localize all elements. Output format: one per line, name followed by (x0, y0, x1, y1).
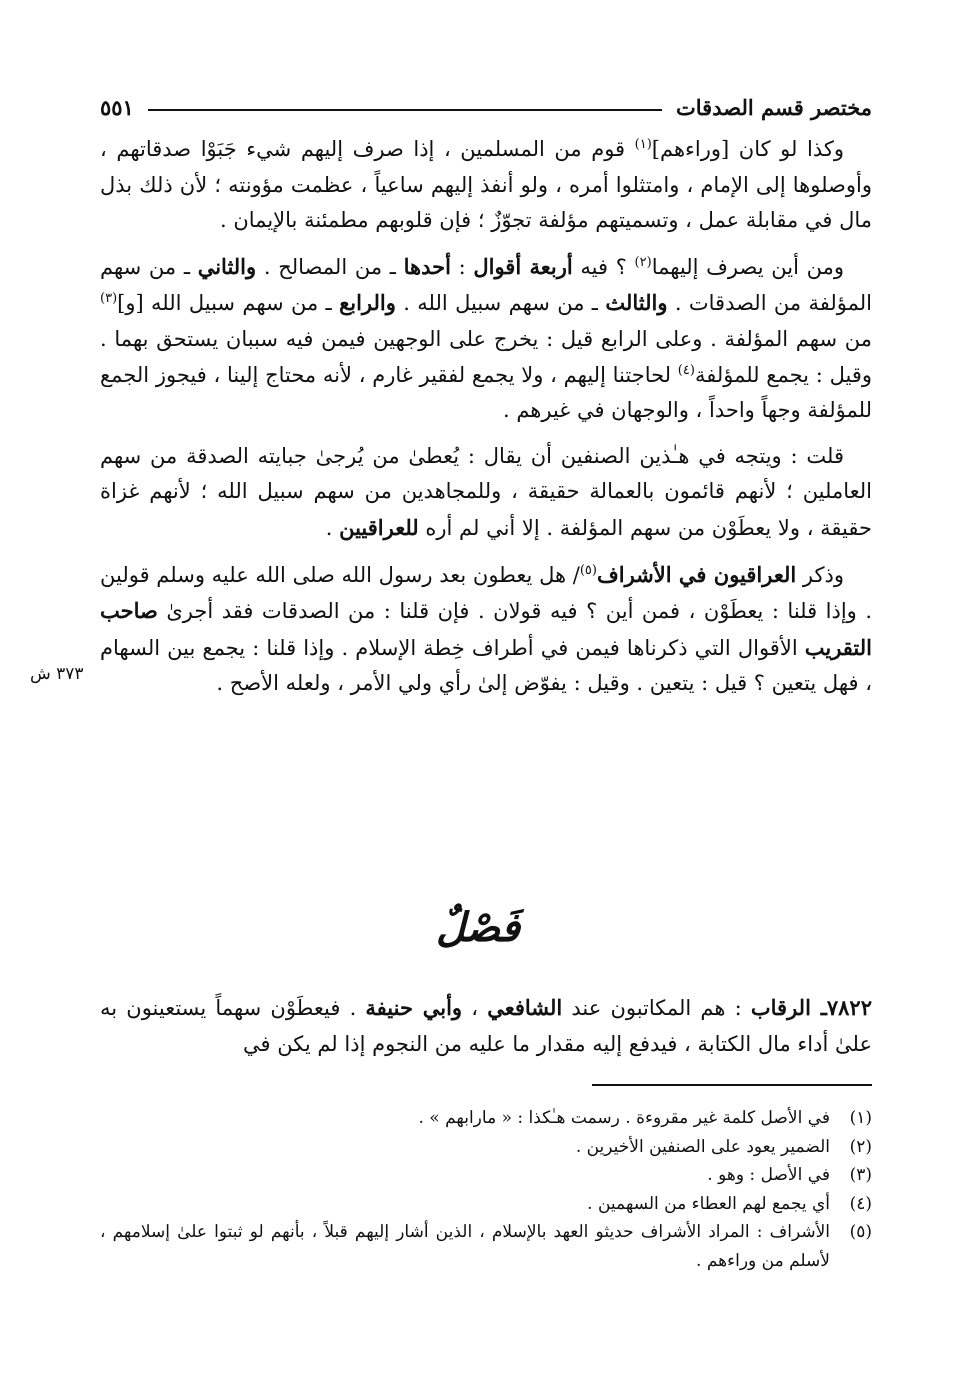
footnote-item: (٢) الضمير يعود على الصنفين الأخيرين . (575, 1136, 872, 1157)
footnotes (100, 1104, 872, 1275)
header-title: مختصر قسم الصدقات (676, 95, 872, 120)
footnote-item: (١) في الأصل كلمة غير مقروءة . رسمت هـٰكذا : « مارابهم » . (418, 1108, 872, 1128)
section-heading: فَصْلٌ (435, 904, 521, 951)
paragraph-1: وكذا لو كان [وراءهم]$^{(١)}$ قوم من المسلمين ، إذا صرف إليهم شيء جَبَوْا صدقاتهم ، وأوصلوها إلى الإمام ، وامتثلوا أمره ، ولو أنفذ إليهم ساعياً ، عظمت مؤونته ؛ لأن ذلك بذل مال في مقابلة عمل ، وتسميتهم مؤلفة تجوّزٌ ؛ فإن قلوبهم مطمئنة بالإيمان . (100, 137, 872, 233)
main-text (100, 132, 872, 702)
entry-number: ٧٨٢٢ـ (820, 995, 872, 1020)
running-header (100, 86, 872, 120)
footnote-ref-1: (١) (634, 137, 652, 152)
footnote-item: (٥) الأشراف : المراد الأشراف حديثو العهد بالإسلام ، الذين أشار إليهم قبلاً ، بأنهم لو ثبتوا علىٰ إسلامهم ، لأسلم من وراءهم . (100, 1222, 872, 1271)
footnote-ref-3: (٣) (100, 291, 118, 307)
header-rule (148, 109, 662, 111)
footnote-ref-5: (٥) (579, 562, 597, 578)
paragraph-3: قلت : ويتجه في هـٰذين الصنفين أن يقال : يُعطىٰ من يُرجىٰ جبايته الصدقة من سهم العاملين ؛ لأنهم قائمون بالعمالة حقيقة ، وللمجاهدين من سهم سبيل الله ؛ لأنهم غزاة حقيقة ، ولا يعطَوْن من سهم المؤلفة . إلا أني لم أره للعراقيين . (100, 443, 872, 540)
section-text (100, 990, 872, 1062)
paragraph-2: ومن أين يصرف إليهما$^{(٢)}$ ؟ فيه أربعة أقوال : أحدها ـ من المصالح . والثاني ـ من سهم المؤلفة من الصدقات . والثالث ـ من سهم سبيل الله . والرابع ـ من سهم سبيل الله [و]$^{(٣)}$ من سهم المؤلفة . وعلى الرابع قيل : يخرج على الوجهين فيمن فيه سببان يستحق بهما . وقيل : يجمع للمؤلفة$^{(٤)}$ لحاجتنا إليهم ، ولا يجمع لفقير غارم ، لأنه محتاج إلينا ، فيجوز الجمع للمؤلفة وجهاً واحداً ، والوجهان في غيرهم . (100, 253, 872, 423)
footnote-ref-2: (٢) (634, 254, 652, 270)
footnote-separator (592, 1084, 872, 1086)
section-paragraph: ٧٨٢٢ـ الرقاب : هم المكاتبون عند الشافعي ، وأبي حنيفة . فيعطَوْن سهماً يستعينون به علىٰ أداء مال الكتابة ، فيدفع إليه مقدار ما عليه من النجوم إذا لم يكن في (100, 995, 872, 1056)
footnote-ref-4: (٤) (677, 362, 695, 378)
manuscript-folio-note: ٣٧٣ ش (30, 664, 84, 684)
page-number: ٥٥١ (100, 95, 134, 120)
footnote-item: (٣) في الأصل : وهو . (707, 1165, 872, 1185)
footnote-item: (٤) أي يجمع لهم العطاء من السهمين . (587, 1193, 872, 1214)
paragraph-4: وذكر العراقيون في الأشراف$^{(٥)}$/ هل يعطون بعد رسول الله صلى الله عليه وسلم قولين . وإذا قلنا : يعطَوْن ، فمن أين ؟ فيه قولان . فإن قلنا : من الصدقات فقد أجرىٰ صاحب التقريب الأقوال التي ذكرناها فيمن في أطراف خِطة الإسلام . وإذا قلنا : يجمع بين السهام ، فهل يتعين ؟ قيل : يتعين . وقيل : يفوّض إلىٰ رأي ولي الأمر ، ولعله الأصح . (100, 561, 872, 696)
